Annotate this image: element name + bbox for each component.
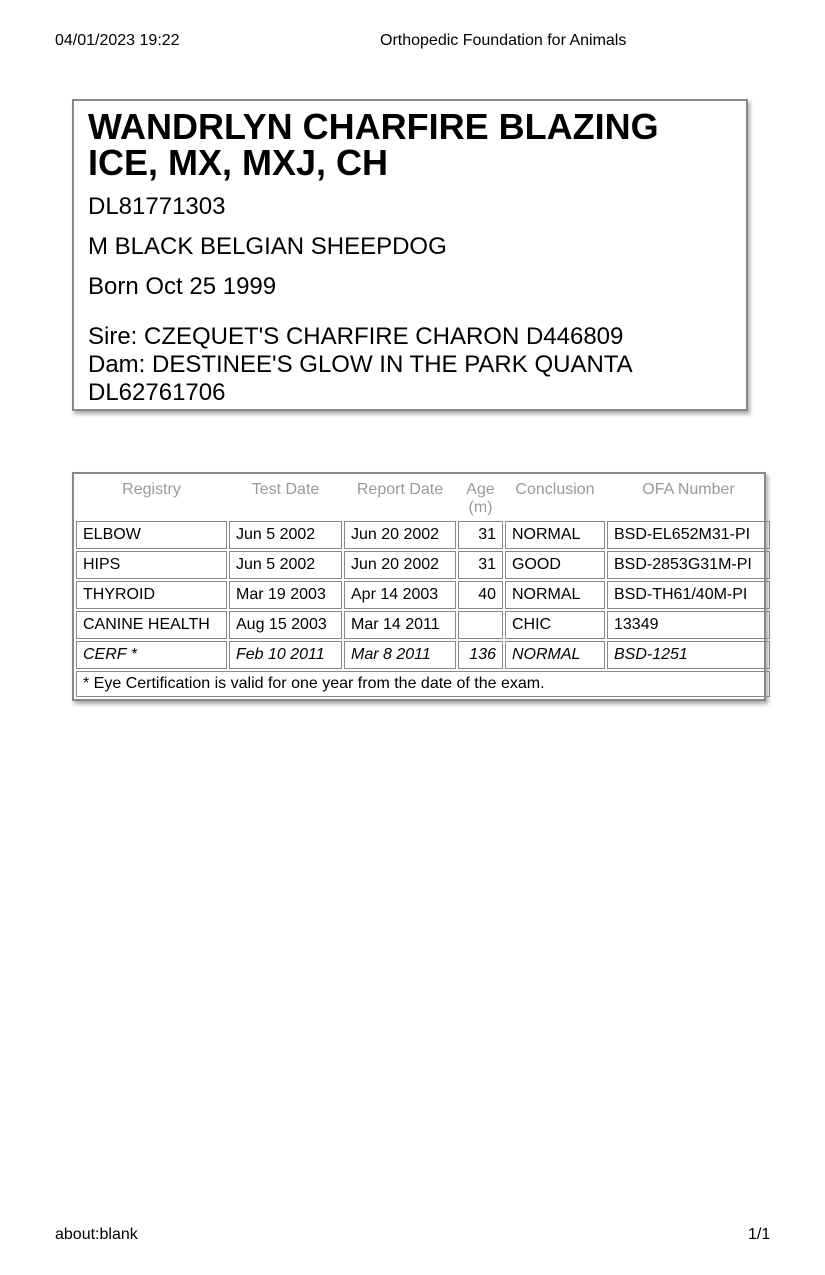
cell-age <box>458 611 503 639</box>
print-url: about:blank <box>55 1226 138 1243</box>
eye-cert-footnote: * Eye Certification is valid for one year from the date of the exam. <box>76 671 770 697</box>
cell-test-date: Feb 10 2011 <box>229 641 342 669</box>
cell-conclusion: GOOD <box>505 551 605 579</box>
cell-age: 31 <box>458 521 503 549</box>
cell-conclusion: CHIC <box>505 611 605 639</box>
cell-age: 40 <box>458 581 503 609</box>
cell-conclusion: NORMAL <box>505 521 605 549</box>
cell-ofa-number: BSD-1251 <box>607 641 770 669</box>
dog-name: WANDRLYN CHARFIRE BLAZING ICE, MX, MXJ, CH <box>88 106 659 183</box>
cell-ofa-number: BSD-EL652M31-PI <box>607 521 770 549</box>
cell-registry: ELBOW <box>76 521 227 549</box>
results-table-container <box>72 472 766 701</box>
table-row <box>76 641 770 669</box>
sex-color-breed: M BLACK BELGIAN SHEEPDOG <box>88 233 447 260</box>
header-test-date: Test Date <box>251 481 320 498</box>
cell-test-date: Aug 15 2003 <box>229 611 342 639</box>
cell-age: 136 <box>458 641 503 669</box>
cell-test-date: Jun 5 2002 <box>229 521 342 549</box>
cell-report-date: Jun 20 2002 <box>344 551 456 579</box>
registration-number: DL81771303 <box>88 193 226 220</box>
cell-age: 31 <box>458 551 503 579</box>
table-row <box>76 581 770 609</box>
table-row <box>76 551 770 579</box>
dam: Dam: DESTINEE'S GLOW IN THE PARK QUANTA DL62761706 <box>88 351 632 406</box>
table-header-row <box>76 476 770 519</box>
cell-registry: CERF * <box>76 641 227 669</box>
cell-report-date: Apr 14 2003 <box>344 581 456 609</box>
cell-test-date: Mar 19 2003 <box>229 581 342 609</box>
cell-ofa-number: BSD-TH61/40M-PI <box>607 581 770 609</box>
cell-test-date: Jun 5 2002 <box>229 551 342 579</box>
cell-ofa-number: BSD-2853G31M-PI <box>607 551 770 579</box>
cell-conclusion: NORMAL <box>505 581 605 609</box>
parents <box>88 323 732 407</box>
sire: Sire: CZEQUET'S CHARFIRE CHARON D446809 <box>88 323 624 350</box>
cell-ofa-number: 13349 <box>607 611 770 639</box>
cell-conclusion: NORMAL <box>505 641 605 669</box>
header-ofa-number: OFA Number <box>642 481 735 498</box>
header-conclusion: Conclusion <box>515 481 595 498</box>
cell-registry: CANINE HEALTH <box>76 611 227 639</box>
header-report-date: Report Date <box>356 481 444 498</box>
dog-info-card <box>72 99 748 411</box>
birth-date: Born Oct 25 1999 <box>88 273 277 300</box>
cell-report-date: Mar 14 2011 <box>344 611 456 639</box>
table-row <box>76 611 770 639</box>
cell-registry: HIPS <box>76 551 227 579</box>
footnote-row <box>76 671 770 697</box>
cell-registry: THYROID <box>76 581 227 609</box>
table-row <box>76 521 770 549</box>
header-registry: Registry <box>122 481 181 498</box>
results-table <box>74 474 772 699</box>
header-age: Age (m) <box>466 481 495 516</box>
print-page-number: 1/1 <box>748 1226 771 1243</box>
cell-report-date: Jun 20 2002 <box>344 521 456 549</box>
print-page-title: Orthopedic Foundation for Animals <box>380 32 627 49</box>
cell-report-date: Mar 8 2011 <box>344 641 456 669</box>
print-datetime: 04/01/2023 19:22 <box>55 32 180 49</box>
